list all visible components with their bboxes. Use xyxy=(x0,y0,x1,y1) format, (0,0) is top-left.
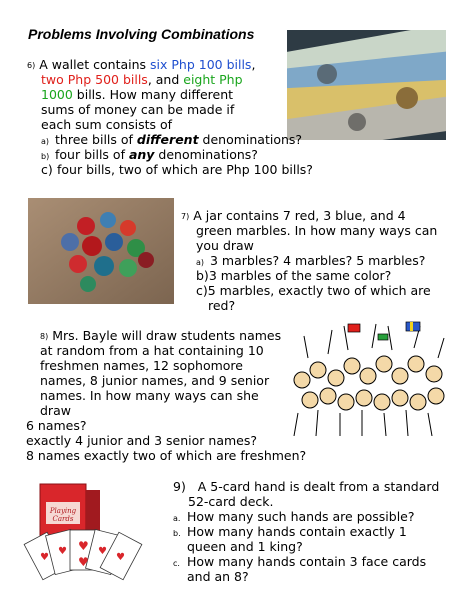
problem-6-line-2: two Php 500 bills, and eight Php xyxy=(41,72,243,87)
problem-9-item-a: a. How many such hands are possible? xyxy=(173,509,415,524)
svg-text:♥: ♥ xyxy=(58,546,67,557)
svg-text:♥: ♥ xyxy=(78,539,89,553)
problem-8-line-3: freshmen names, 12 sophomore xyxy=(40,358,243,373)
card-box-label: Playing Cards xyxy=(49,507,77,523)
problem-8-question-2: exactly 4 junior and 3 senior names? xyxy=(26,433,257,448)
problem-7-line-3: you draw xyxy=(196,238,254,253)
problem-6-line-3: 1000 bills. How many different xyxy=(41,87,234,102)
problem-7-item-b: b)3 marbles of the same color? xyxy=(196,268,392,283)
problem-7-line-1: 7) A jar contains 7 red, 3 blue, and 4 xyxy=(181,208,406,223)
marbles-image xyxy=(28,198,174,304)
problem-6-item-c: c) four bills, two of which are Php 100 bills? xyxy=(41,162,313,177)
problem-8-number: 8) xyxy=(40,332,49,341)
problem-6-line-5: each sum consists of xyxy=(41,117,173,132)
problem-6-item-b: b) four bills of any denominations? xyxy=(41,147,258,162)
problem-9-item-b: b. How many hands contain exactly 1 xyxy=(173,524,407,539)
problem-7-line-2: green marbles. In how many ways can xyxy=(196,223,438,238)
problem-6-line-4: sums of money can be made if xyxy=(41,102,235,117)
problem-6-item-a: a) three bills of different denominations? xyxy=(41,132,303,147)
problem-9-line-2: 52-card deck. xyxy=(188,494,274,509)
problem-8-line-6: draw xyxy=(40,403,71,418)
problem-6-line-1: 6) A wallet contains six Php 100 bills, xyxy=(27,57,256,72)
problem-9-number: 9) xyxy=(173,479,186,494)
money-image xyxy=(287,30,446,140)
problem-8-line-2: at random from a hat containing 10 xyxy=(40,343,264,358)
svg-text:♥: ♥ xyxy=(98,546,107,557)
problem-7-item-c-cont: red? xyxy=(208,298,236,313)
problem-7-item-c: c)5 marbles, exactly two of which are xyxy=(196,283,431,298)
problem-6-number: 6) xyxy=(27,61,36,70)
problem-8-question-1: 6 names? xyxy=(26,418,87,433)
students-cartoon xyxy=(288,318,450,436)
playing-cards-image xyxy=(22,478,150,590)
problem-8-line-1: 8) Mrs. Bayle will draw students names xyxy=(40,328,282,343)
svg-text:♥: ♥ xyxy=(40,552,49,563)
problem-9-item-b-cont: queen and 1 king? xyxy=(187,539,303,554)
problem-8-line-4: names, 8 junior names, and 9 senior xyxy=(40,373,270,388)
problem-7-number: 7) xyxy=(181,212,190,221)
problem-7-item-a: a) 3 marbles? 4 marbles? 5 marbles? xyxy=(196,253,426,268)
problem-8-line-5: names. In how many ways can she xyxy=(40,388,259,403)
page-title: Problems Involving Combinations xyxy=(28,26,255,42)
svg-text:♥: ♥ xyxy=(78,555,89,569)
problem-9-line-1: 9) A 5-card hand is dealt from a standard xyxy=(173,479,440,494)
problem-9-item-c: c. How many hands contain 3 face cards xyxy=(173,554,427,569)
problem-9-item-c-cont: and an 8? xyxy=(187,569,249,584)
svg-text:♥: ♥ xyxy=(116,552,125,563)
problem-8-question-3: 8 names exactly two of which are freshmen? xyxy=(26,448,307,463)
